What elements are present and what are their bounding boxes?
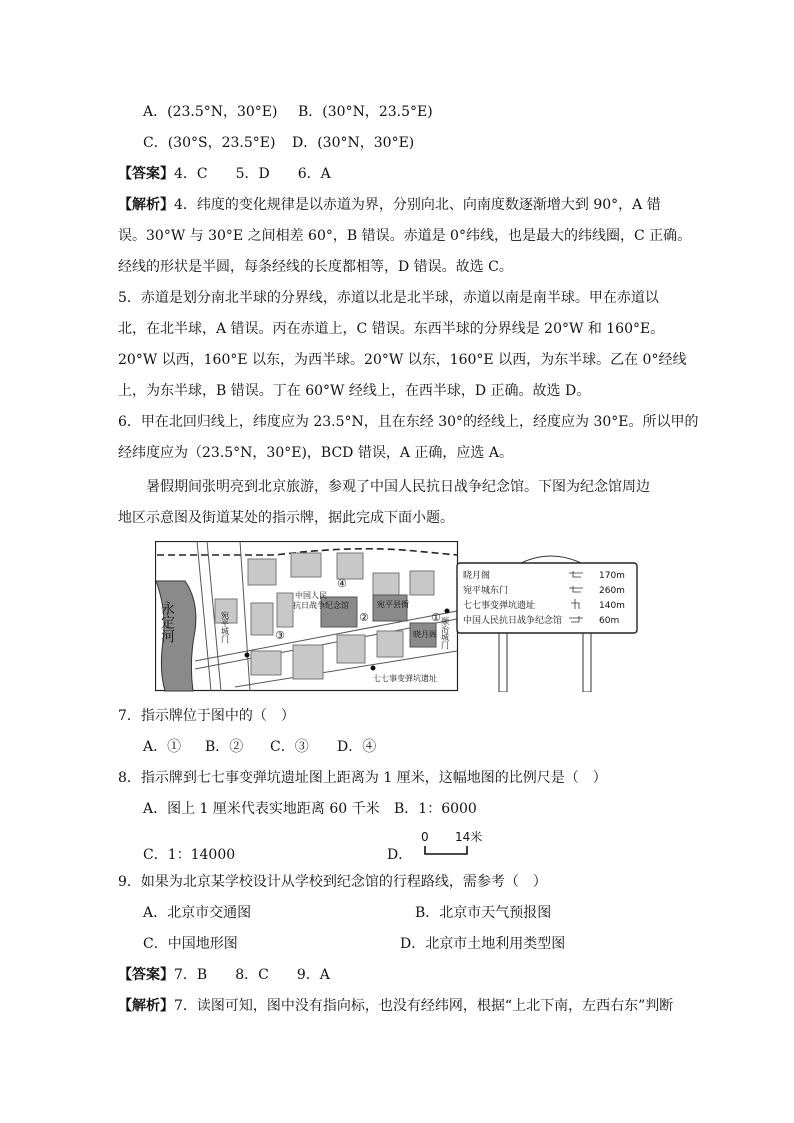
intro-line: 地区示意图及街道某处的指示牌，据此完成下面小题。 xyxy=(118,510,454,526)
sign-row-name: 七七事变弹坑遗址 xyxy=(463,601,536,611)
analysis-text: 7．读图可知，图中没有指向标，也没有经纬网，根据“上北下南，左西右东”判断 xyxy=(174,998,674,1014)
analysis-line: 6．甲在北回归线上，纬度应为 23.5°N，且在东经 30°的经线上，经度应为 30°E。所以甲的 xyxy=(118,414,699,430)
street-gate-label: 宛平城门 xyxy=(220,611,230,643)
option-b: B．② xyxy=(205,739,244,755)
option-b: B．(30°N，23.5°E) xyxy=(298,104,433,120)
sign-row-dist: 140m xyxy=(599,601,625,611)
option-c: C．(30°S，23.5°E) xyxy=(143,135,276,151)
analysis-line: 误。30°W 与 30°E 之间相差 60°，B 错误。赤道是 0°纬线，也是最大的纬线圈，C 正确。 xyxy=(118,228,692,244)
analysis-line: 经线的形状是半圆，每条经线的长度都相等，D 错误。故选 C。 xyxy=(118,259,513,275)
answer-line-2 xyxy=(118,965,330,985)
scale-value: 14米 xyxy=(455,830,483,844)
street-label: 宛平县衙 xyxy=(377,600,409,609)
question-9-stem: 9．如果为北京某学校设计从学校到纪念馆的行程路线，需参考（ ） xyxy=(118,874,547,890)
east-gate-label: 顺治城门 xyxy=(440,617,450,649)
marker-3: ③ xyxy=(275,629,285,642)
option-d: D． xyxy=(387,847,413,863)
river-label: 永定河 xyxy=(159,601,175,643)
map-svg xyxy=(155,541,641,692)
answer-text: 7．B 8．C 9．A xyxy=(174,967,330,983)
question-8-stem: 8．指示牌到七七事变弹坑遗址图上距离为 1 厘米，这幅地图的比例尺是（ ） xyxy=(118,770,607,786)
sign-row-dist: 170m xyxy=(599,571,625,581)
answer-line-1 xyxy=(118,164,331,184)
analysis-line: 经纬度应为（23.5°N，30°E)，BCD 错误，A 正确，应选 A。 xyxy=(118,445,513,461)
option-c: C．1：14000 xyxy=(143,847,236,863)
marker-4: ④ xyxy=(337,577,347,590)
option-a: A．北京市交通图 xyxy=(143,905,252,921)
option-b: B．北京市天气预报图 xyxy=(415,905,552,921)
answer-tag: 【答案】 xyxy=(118,967,174,983)
analysis-text: 4．纬度的变化规律是以赤道为界，分别向北、向南度数逐渐增大到 90°，A 错 xyxy=(174,197,661,213)
analysis-line xyxy=(118,195,661,215)
map-figure xyxy=(155,541,641,692)
analysis-tag: 【解析】 xyxy=(118,197,174,213)
sign-row-name: 中国人民抗日战争纪念馆 xyxy=(463,616,563,626)
museum-label-1: 中国人民 xyxy=(295,591,327,600)
analysis-line: 上，为东半球，B 错误。丁在 60°W 经线上，在西半球，D 正确。故选 D。 xyxy=(118,383,591,399)
option-a: A．① xyxy=(143,739,182,755)
analysis-tag: 【解析】 xyxy=(118,998,174,1014)
site-label: 七七事变弹坑遗址 xyxy=(373,674,437,683)
option-d: D．北京市土地利用类型图 xyxy=(400,936,566,952)
marker-1: ① xyxy=(431,611,441,624)
option-d: D．④ xyxy=(337,739,377,755)
option-b: B．1：6000 xyxy=(394,801,477,817)
question-7-stem: 7．指示牌位于图中的（ ） xyxy=(118,708,295,724)
sign-row-name: 晓月阁 xyxy=(463,571,491,581)
answer-text: 4．C 5．D 6．A xyxy=(174,166,331,182)
analysis-line: 北，在北半球，A 错误。丙在赤道上，C 错误。东西半球的分界线是 20°W 和 160°E。 xyxy=(118,321,665,337)
option-c: C．中国地形图 xyxy=(143,936,238,952)
scale-zero: 0 xyxy=(421,830,429,844)
option-c: C．③ xyxy=(270,739,309,755)
pavilion-label: 晓月阁 xyxy=(413,630,437,639)
option-d: D．(30°N，30°E) xyxy=(292,135,415,151)
option-a: A．图上 1 厘米代表实地距离 60 千米 xyxy=(143,801,380,817)
answer-tag: 【答案】 xyxy=(118,166,174,182)
analysis-line: 20°W 以西，160°E 以东，为西半球。20°W 以东，160°E 以西，为东半球。乙在 0°经线 xyxy=(118,352,687,368)
scale-bar xyxy=(387,830,497,864)
option-a: A．(23.5°N，30°E) xyxy=(143,104,278,120)
analysis-line: 5．赤道是划分南北半球的分界线，赤道以北是北半球，赤道以南是南半球。甲在赤道以 xyxy=(118,290,659,306)
intro-line: 暑假期间张明亮到北京旅游，参观了中国人民抗日战争纪念馆。下图为纪念馆周边 xyxy=(146,479,650,495)
sign-row-dist: 260m xyxy=(599,586,625,596)
marker-2: ② xyxy=(359,611,369,624)
sign-row-dist: 60m xyxy=(599,616,620,626)
sign-row-name: 宛平城东门 xyxy=(463,586,509,596)
museum-label-2: 抗日战争纪念馆 xyxy=(293,601,349,610)
analysis-line xyxy=(118,996,673,1016)
